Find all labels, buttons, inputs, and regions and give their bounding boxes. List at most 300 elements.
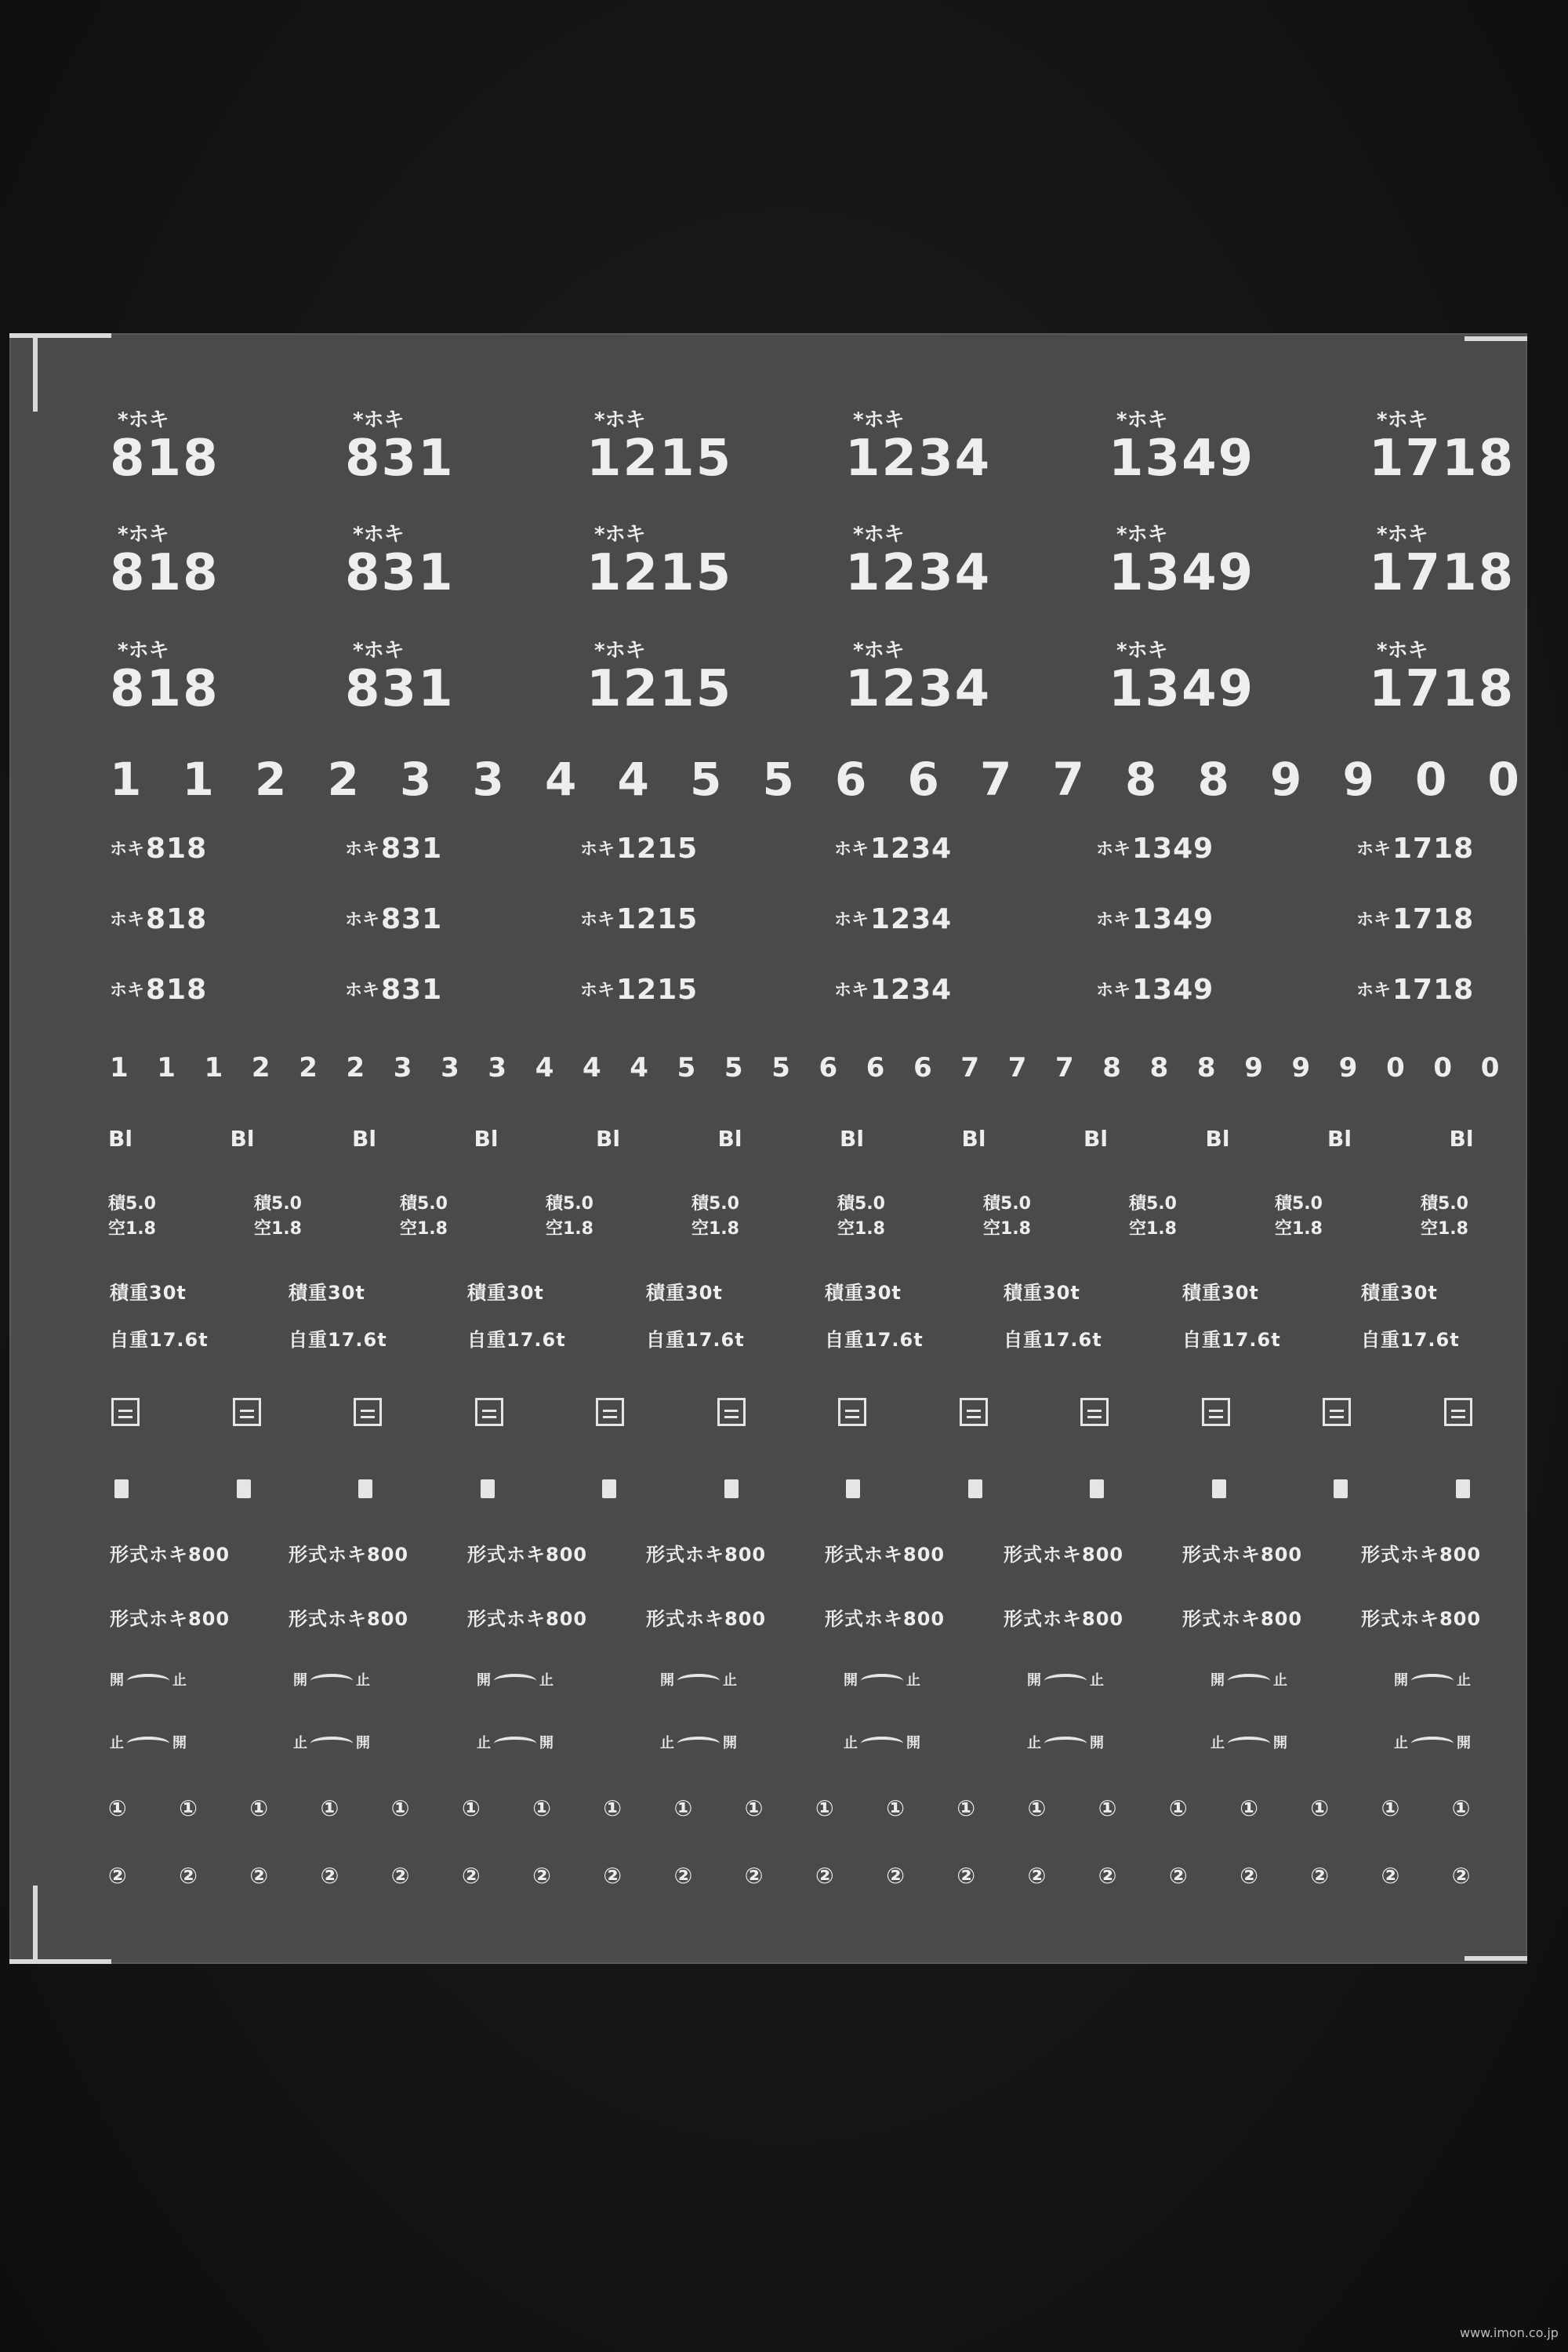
circled-one: ① <box>1027 1795 1047 1821</box>
car-number-medium: 831 <box>381 974 443 1006</box>
tab-mark-icon <box>1212 1479 1226 1498</box>
car-kana-label: *ホキ <box>118 639 169 662</box>
digit-large: 9 <box>1342 753 1374 806</box>
car-number-large: 818 <box>110 430 220 488</box>
tab-mark-icon <box>237 1479 251 1498</box>
brake-label-left: 止 <box>1210 1735 1225 1751</box>
brake-mark-a <box>1394 1674 1471 1688</box>
car-number-medium: 1234 <box>870 974 953 1006</box>
car-number-medium: 1234 <box>870 903 953 935</box>
load-label-a: 積重30t <box>110 1282 187 1304</box>
brake-label-right: 止 <box>723 1672 737 1689</box>
brake-label-left: 開 <box>1210 1672 1225 1689</box>
car-kana-label: *ホキ <box>1377 408 1428 432</box>
arc-icon <box>1411 1737 1454 1751</box>
circled-one: ① <box>1451 1795 1471 1821</box>
digit-large: 9 <box>1270 753 1302 806</box>
brake-mark-b <box>660 1737 737 1751</box>
load-label-a: 積重30t <box>646 1282 723 1304</box>
car-number-large: 1349 <box>1109 430 1255 488</box>
circled-two: ② <box>744 1863 764 1889</box>
car-kana-small: ホキ <box>345 840 380 859</box>
brake-label-left: 止 <box>1394 1735 1408 1751</box>
circled-one: ① <box>1098 1795 1117 1821</box>
circled-one: ① <box>673 1795 693 1821</box>
car-number-large: 1349 <box>1109 544 1255 602</box>
brake-label-right: 止 <box>356 1672 370 1689</box>
car-number-large: 1215 <box>586 544 733 602</box>
digit-medium: 9 <box>1338 1052 1358 1083</box>
weight-label-a: 積5.0 <box>546 1194 593 1214</box>
tab-mark-icon <box>1090 1479 1104 1498</box>
type-label: 形式ホキ800 <box>467 1544 588 1566</box>
car-number-medium: 1215 <box>616 903 699 935</box>
car-kana-label: *ホキ <box>118 408 169 432</box>
arc-icon <box>1228 1737 1270 1751</box>
weight-label-b: 空1.8 <box>691 1219 739 1239</box>
brake-mark-b <box>110 1737 187 1751</box>
square-mark-icon <box>596 1398 624 1426</box>
digit-medium: 7 <box>1055 1052 1074 1083</box>
brake-label-left: 開 <box>844 1672 858 1689</box>
load-label-a: 積重30t <box>1361 1282 1438 1304</box>
circled-two: ② <box>462 1863 481 1889</box>
weight-label-a: 積5.0 <box>983 1194 1031 1214</box>
brake-mark-b <box>477 1737 554 1751</box>
brake-label-right: 開 <box>539 1735 554 1751</box>
bl-label: Bl <box>108 1126 132 1152</box>
car-kana-small: ホキ <box>1356 840 1392 859</box>
digit-large: 2 <box>327 753 359 806</box>
square-mark-icon <box>475 1398 503 1426</box>
weight-label-b: 空1.8 <box>983 1219 1031 1239</box>
circled-two: ② <box>1169 1863 1188 1889</box>
digit-medium: 2 <box>251 1052 270 1083</box>
digit-large: 1 <box>182 753 214 806</box>
weight-label-b: 空1.8 <box>400 1219 448 1239</box>
weight-label-b: 空1.8 <box>1421 1219 1468 1239</box>
car-kana-label: *ホキ <box>118 523 169 546</box>
load-label-b: 自重17.6t <box>1004 1329 1102 1351</box>
car-number-medium: 1718 <box>1392 974 1475 1006</box>
circled-two: ② <box>1098 1863 1117 1889</box>
car-kana-small: ホキ <box>345 910 380 930</box>
brake-label-left: 開 <box>660 1672 674 1689</box>
car-kana-small: ホキ <box>110 910 145 930</box>
car-number-medium: 1349 <box>1132 833 1214 865</box>
tab-mark-icon <box>114 1479 129 1498</box>
type-label: 形式ホキ800 <box>825 1608 946 1630</box>
load-label-b: 自重17.6t <box>110 1329 209 1351</box>
circled-one: ① <box>249 1795 269 1821</box>
weight-label-b: 空1.8 <box>1129 1219 1177 1239</box>
car-kana-label: *ホキ <box>353 523 405 546</box>
digit-medium: 5 <box>724 1052 743 1083</box>
type-label: 形式ホキ800 <box>1361 1608 1482 1630</box>
square-mark-icon <box>1202 1398 1230 1426</box>
type-label: 形式ホキ800 <box>289 1544 409 1566</box>
brake-mark-a <box>293 1674 370 1688</box>
car-kana-label: *ホキ <box>353 408 405 432</box>
car-kana-small: ホキ <box>345 981 380 1000</box>
square-mark-icon <box>717 1398 746 1426</box>
car-kana-label: *ホキ <box>853 639 905 662</box>
square-mark-icon <box>111 1398 140 1426</box>
car-kana-label: *ホキ <box>594 639 646 662</box>
circled-two: ② <box>1451 1863 1471 1889</box>
load-label-b: 自重17.6t <box>1361 1329 1460 1351</box>
arc-icon <box>1228 1674 1270 1688</box>
car-kana-label: *ホキ <box>1116 408 1168 432</box>
circled-two: ② <box>179 1863 198 1889</box>
brake-label-right: 止 <box>1457 1672 1471 1689</box>
car-kana-small: ホキ <box>1096 910 1131 930</box>
circled-one: ① <box>390 1795 410 1821</box>
digit-large: 5 <box>690 753 722 806</box>
bl-label: Bl <box>961 1126 986 1152</box>
brake-mark-a <box>1210 1674 1287 1688</box>
digit-medium: 1 <box>110 1052 129 1083</box>
digit-medium: 6 <box>913 1052 932 1083</box>
brake-mark-b <box>844 1737 920 1751</box>
bl-label: Bl <box>1083 1126 1108 1152</box>
car-number-large: 831 <box>345 544 455 602</box>
arc-icon <box>1044 1737 1087 1751</box>
brake-label-left: 開 <box>293 1672 307 1689</box>
type-label: 形式ホキ800 <box>1361 1544 1482 1566</box>
arc-icon <box>861 1674 903 1688</box>
digit-medium: 8 <box>1149 1052 1169 1083</box>
bl-label: Bl <box>840 1126 864 1152</box>
digit-medium: 2 <box>299 1052 318 1083</box>
digit-medium: 4 <box>630 1052 648 1083</box>
car-number-large: 1718 <box>1369 544 1515 602</box>
car-number-large: 1718 <box>1369 430 1515 488</box>
bl-label: Bl <box>596 1126 620 1152</box>
brake-label-right: 開 <box>1273 1735 1287 1751</box>
circled-one: ① <box>179 1795 198 1821</box>
brake-label-right: 開 <box>906 1735 920 1751</box>
brake-label-left: 止 <box>477 1735 491 1751</box>
car-kana-small: ホキ <box>1096 981 1131 1000</box>
digit-large: 6 <box>907 753 939 806</box>
weight-label-a: 積5.0 <box>254 1194 302 1214</box>
arc-icon <box>310 1674 353 1688</box>
digit-medium: 9 <box>1291 1052 1311 1083</box>
car-kana-small: ホキ <box>1356 981 1392 1000</box>
car-number-large: 818 <box>110 544 220 602</box>
circled-two: ② <box>532 1863 551 1889</box>
circled-two: ② <box>1381 1863 1400 1889</box>
arc-icon <box>494 1674 536 1688</box>
car-kana-label: *ホキ <box>594 523 646 546</box>
circled-two: ② <box>603 1863 622 1889</box>
brake-label-left: 開 <box>1027 1672 1041 1689</box>
digit-medium: 5 <box>771 1052 790 1083</box>
arc-icon <box>310 1737 353 1751</box>
weight-label-a: 積5.0 <box>1421 1194 1468 1214</box>
brake-label-left: 止 <box>1027 1735 1041 1751</box>
car-number-medium: 818 <box>146 974 208 1006</box>
weight-label-b: 空1.8 <box>1275 1219 1323 1239</box>
square-mark-icon <box>233 1398 261 1426</box>
digit-large: 5 <box>762 753 794 806</box>
type-label: 形式ホキ800 <box>1004 1608 1124 1630</box>
digit-large: 3 <box>400 753 432 806</box>
digit-medium: 0 <box>1480 1052 1500 1083</box>
car-kana-label: *ホキ <box>853 408 905 432</box>
weight-label-b: 空1.8 <box>546 1219 593 1239</box>
circled-two: ② <box>673 1863 693 1889</box>
circled-two: ② <box>249 1863 269 1889</box>
bl-label: Bl <box>1205 1126 1230 1152</box>
car-number-large: 1215 <box>586 430 733 488</box>
arc-icon <box>1044 1674 1087 1688</box>
corner-mark-top-right <box>1465 336 1527 341</box>
car-kana-small: ホキ <box>580 910 615 930</box>
car-kana-small: ホキ <box>834 910 869 930</box>
car-number-large: 818 <box>110 660 220 718</box>
digit-large: 8 <box>1197 753 1229 806</box>
digit-large: 8 <box>1125 753 1157 806</box>
square-mark-icon <box>354 1398 382 1426</box>
tab-mark-icon <box>481 1479 495 1498</box>
brake-label-right: 開 <box>172 1735 187 1751</box>
weight-label-a: 積5.0 <box>400 1194 448 1214</box>
brake-label-left: 止 <box>293 1735 307 1751</box>
bl-label: Bl <box>474 1126 499 1152</box>
circled-two: ② <box>1240 1863 1258 1889</box>
circled-one: ① <box>603 1795 622 1821</box>
car-kana-label: *ホキ <box>353 639 405 662</box>
arc-icon <box>861 1737 903 1751</box>
brake-label-right: 止 <box>539 1672 554 1689</box>
brake-mark-a <box>110 1674 187 1688</box>
digit-medium: 8 <box>1196 1052 1216 1083</box>
circled-two: ② <box>956 1863 976 1889</box>
digit-medium: 6 <box>818 1052 838 1083</box>
arc-icon <box>677 1674 720 1688</box>
circled-two: ② <box>1310 1863 1330 1889</box>
tab-mark-icon <box>724 1479 739 1498</box>
circled-two: ② <box>1027 1863 1047 1889</box>
car-number-large: 1349 <box>1109 660 1255 718</box>
digit-medium: 5 <box>677 1052 696 1083</box>
car-number-large: 1234 <box>845 660 992 718</box>
car-kana-label: *ホキ <box>1116 639 1168 662</box>
type-label: 形式ホキ800 <box>1182 1544 1303 1566</box>
brake-label-right: 開 <box>356 1735 370 1751</box>
load-label-a: 積重30t <box>289 1282 365 1304</box>
digit-large: 7 <box>980 753 1012 806</box>
tab-mark-icon <box>358 1479 372 1498</box>
type-label: 形式ホキ800 <box>110 1608 230 1630</box>
digit-medium: 7 <box>1007 1052 1027 1083</box>
brake-label-right: 開 <box>1457 1735 1471 1751</box>
digit-medium: 6 <box>866 1052 885 1083</box>
brake-mark-b <box>293 1737 370 1751</box>
arc-icon <box>127 1737 169 1751</box>
car-number-large: 1234 <box>845 430 992 488</box>
brake-mark-b <box>1394 1737 1471 1751</box>
weight-label-a: 積5.0 <box>1275 1194 1323 1214</box>
type-label: 形式ホキ800 <box>110 1544 230 1566</box>
brake-mark-a <box>1027 1674 1104 1688</box>
watermark: www.imon.co.jp <box>1460 2325 1559 2340</box>
circled-one: ① <box>1169 1795 1188 1821</box>
corner-mark-top-left-v <box>33 333 38 412</box>
car-kana-small: ホキ <box>110 981 145 1000</box>
car-number-medium: 831 <box>381 903 443 935</box>
digit-large: 2 <box>255 753 287 806</box>
load-label-a: 積重30t <box>467 1282 544 1304</box>
corner-mark-bottom-left-h <box>9 1959 111 1964</box>
car-number-medium: 831 <box>381 833 443 865</box>
digit-medium: 7 <box>960 1052 980 1083</box>
tab-mark-icon <box>968 1479 982 1498</box>
brake-label-left: 止 <box>660 1735 674 1751</box>
car-number-medium: 818 <box>146 903 208 935</box>
weight-label-b: 空1.8 <box>108 1219 156 1239</box>
square-mark-icon <box>960 1398 988 1426</box>
brake-label-left: 開 <box>1394 1672 1408 1689</box>
corner-mark-bottom-right <box>1465 1956 1527 1961</box>
digit-large: 4 <box>545 753 577 806</box>
arc-icon <box>1411 1674 1454 1688</box>
car-kana-small: ホキ <box>1096 840 1131 859</box>
car-kana-small: ホキ <box>1356 910 1392 930</box>
brake-mark-a <box>660 1674 737 1688</box>
circled-two: ② <box>390 1863 410 1889</box>
brake-label-left: 止 <box>110 1735 124 1751</box>
type-label: 形式ホキ800 <box>1004 1544 1124 1566</box>
digit-medium: 4 <box>583 1052 601 1083</box>
digit-medium: 2 <box>346 1052 365 1083</box>
car-number-medium: 818 <box>146 833 208 865</box>
load-label-b: 自重17.6t <box>1182 1329 1281 1351</box>
digit-large: 1 <box>110 753 142 806</box>
weight-label-a: 積5.0 <box>691 1194 739 1214</box>
load-label-a: 積重30t <box>1182 1282 1259 1304</box>
brake-label-right: 止 <box>1090 1672 1104 1689</box>
arc-icon <box>677 1737 720 1751</box>
square-mark-icon <box>1323 1398 1351 1426</box>
brake-mark-b <box>1027 1737 1104 1751</box>
car-kana-label: *ホキ <box>1377 639 1428 662</box>
car-number-medium: 1234 <box>870 833 953 865</box>
car-kana-small: ホキ <box>110 840 145 859</box>
circled-one: ① <box>1240 1795 1258 1821</box>
digit-large: 3 <box>472 753 504 806</box>
digit-medium: 1 <box>204 1052 223 1083</box>
square-mark-icon <box>838 1398 866 1426</box>
load-label-b: 自重17.6t <box>825 1329 924 1351</box>
brake-label-right: 止 <box>172 1672 187 1689</box>
digit-medium: 3 <box>488 1052 507 1083</box>
brake-label-left: 止 <box>844 1735 858 1751</box>
circled-one: ① <box>886 1795 905 1821</box>
car-number-medium: 1215 <box>616 833 699 865</box>
corner-mark-top-left-h <box>9 333 111 338</box>
tab-mark-icon <box>1334 1479 1348 1498</box>
load-label-a: 積重30t <box>1004 1282 1080 1304</box>
digit-medium: 0 <box>1433 1052 1453 1083</box>
car-number-medium: 1215 <box>616 974 699 1006</box>
type-label: 形式ホキ800 <box>825 1544 946 1566</box>
brake-label-right: 止 <box>906 1672 920 1689</box>
digit-large: 0 <box>1415 753 1447 806</box>
brake-label-right: 開 <box>1090 1735 1104 1751</box>
weight-label-b: 空1.8 <box>254 1219 302 1239</box>
circled-one: ① <box>1310 1795 1330 1821</box>
car-kana-small: ホキ <box>834 981 869 1000</box>
digit-medium: 3 <box>393 1052 412 1083</box>
car-number-large: 1234 <box>845 544 992 602</box>
car-number-medium: 1349 <box>1132 974 1214 1006</box>
tab-mark-icon <box>846 1479 860 1498</box>
weight-label-b: 空1.8 <box>837 1219 885 1239</box>
load-label-b: 自重17.6t <box>289 1329 387 1351</box>
car-number-medium: 1349 <box>1132 903 1214 935</box>
car-kana-small: ホキ <box>580 840 615 859</box>
arc-icon <box>127 1674 169 1688</box>
bl-label: Bl <box>717 1126 742 1152</box>
circled-one: ① <box>108 1795 127 1821</box>
brake-mark-a <box>844 1674 920 1688</box>
digit-medium: 8 <box>1102 1052 1121 1083</box>
digit-large: 7 <box>1052 753 1084 806</box>
car-number-large: 831 <box>345 430 455 488</box>
corner-mark-bottom-left-v <box>33 1886 38 1964</box>
square-mark-icon <box>1080 1398 1109 1426</box>
brake-label-right: 開 <box>723 1735 737 1751</box>
circled-one: ① <box>956 1795 976 1821</box>
tab-mark-icon <box>602 1479 616 1498</box>
brake-label-right: 止 <box>1273 1672 1287 1689</box>
digit-medium: 3 <box>441 1052 459 1083</box>
circled-one: ① <box>320 1795 339 1821</box>
car-number-large: 831 <box>345 660 455 718</box>
car-kana-small: ホキ <box>834 840 869 859</box>
digit-medium: 4 <box>535 1052 554 1083</box>
circled-two: ② <box>815 1863 834 1889</box>
circled-one: ① <box>462 1795 481 1821</box>
brake-mark-a <box>477 1674 554 1688</box>
arc-icon <box>494 1737 536 1751</box>
circled-two: ② <box>108 1863 127 1889</box>
type-label: 形式ホキ800 <box>646 1608 767 1630</box>
car-number-medium: 1718 <box>1392 903 1475 935</box>
square-mark-icon <box>1444 1398 1472 1426</box>
type-label: 形式ホキ800 <box>467 1608 588 1630</box>
car-kana-label: *ホキ <box>853 523 905 546</box>
brake-mark-b <box>1210 1737 1287 1751</box>
tab-mark-icon <box>1456 1479 1470 1498</box>
car-kana-small: ホキ <box>580 981 615 1000</box>
circled-two: ② <box>320 1863 339 1889</box>
digit-medium: 9 <box>1244 1052 1263 1083</box>
car-kana-label: *ホキ <box>594 408 646 432</box>
circled-two: ② <box>886 1863 905 1889</box>
circled-one: ① <box>532 1795 551 1821</box>
circled-one: ① <box>815 1795 834 1821</box>
car-number-large: 1718 <box>1369 660 1515 718</box>
digit-large: 6 <box>835 753 867 806</box>
load-label-b: 自重17.6t <box>467 1329 566 1351</box>
brake-label-left: 開 <box>477 1672 491 1689</box>
bl-label: Bl <box>230 1126 255 1152</box>
load-label-b: 自重17.6t <box>646 1329 745 1351</box>
